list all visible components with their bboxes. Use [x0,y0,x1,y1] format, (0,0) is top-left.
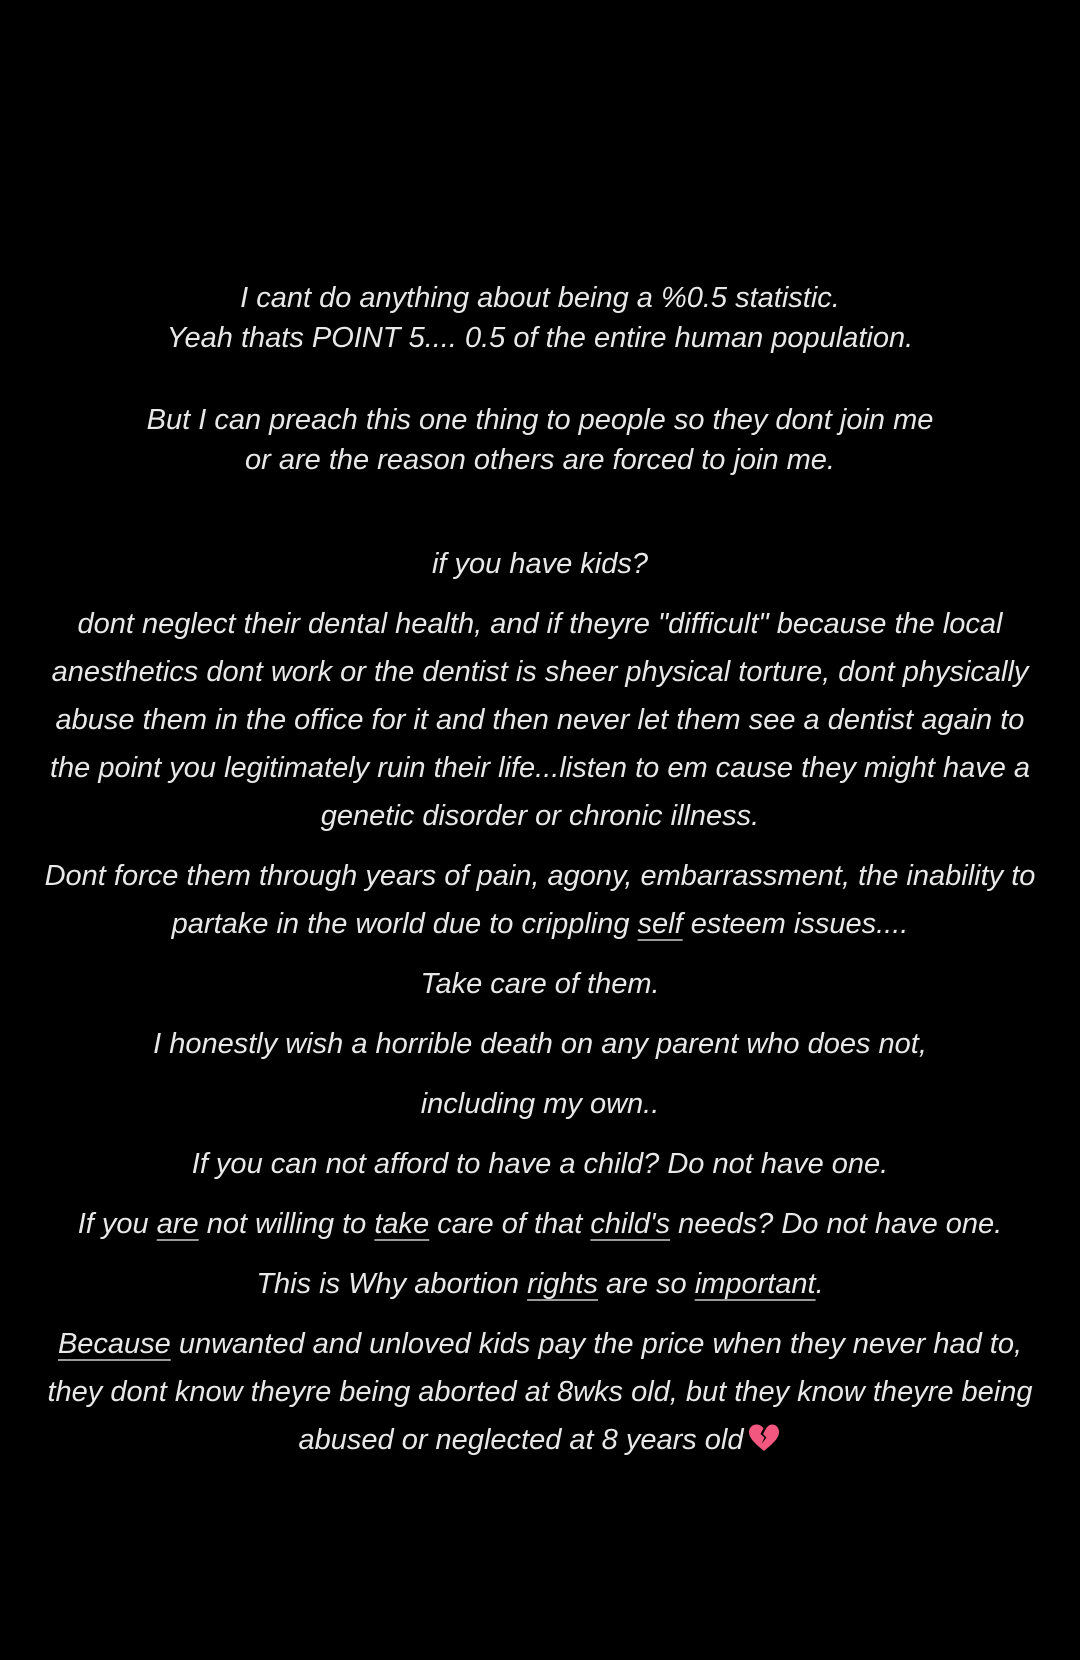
underlined-word-self: self [637,908,683,940]
paragraph-rights-text-3: . [815,1268,824,1300]
paragraph-rights-text-2: are so [598,1268,695,1300]
intro-statistic [0,278,1080,358]
paragraph-pain-text-end: esteem issues.... [682,908,909,940]
broken-heart-icon [747,1423,781,1453]
intro-line-4: or are the reason others are forced to join me. [245,444,835,476]
paragraph-pain-text: Dont force them through years of pain, agony, embarrassment, the inability to partake in the world due to crippling [44,860,1036,940]
paragraph-wish: I honestly wish a horrible death on any parent who does not, [153,1028,927,1060]
paragraph-take-care: Take care of them. [420,968,660,1000]
paragraph-willing [40,1200,1040,1248]
paragraph-willing-text-4: needs? Do not have one. [670,1208,1003,1240]
paragraph-willing-text-3: care of that [429,1208,591,1240]
underlined-word-important: important [694,1268,816,1300]
paragraph-afford: If you can not afford to have a child? Do not have one. [191,1148,889,1180]
paragraph-because-text: unwanted and unloved kids pay the price when they never had to, they dont know theyre being aborted at 8wks old, but they know theyre being abused or neglected at 8 years old [47,1328,1033,1456]
intro-line-3: But I can preach this one thing to people so they dont join me [146,404,934,436]
paragraph-pain [40,852,1040,948]
underlined-word-childs: child's [590,1208,671,1240]
paragraph-because [40,1320,1040,1464]
paragraph-dental-health: dont neglect their dental health, and if theyre "difficult" because the local anesthetics dont work or the dentist is sheer physical torture, dont physically abuse them in the office for it and then never let them see a dentist again to the point you legitimately ruin their life...listen to em cause they might have a genetic disorder or chronic illness. [49,608,1031,832]
message-body [40,540,1040,1476]
paragraph-willing-text-1: If you [77,1208,157,1240]
paragraph-abortion-rights [40,1260,1040,1308]
underlined-word-because: Because [57,1328,171,1360]
intro-line-2: Yeah thats POINT 5.... 0.5 of the entire human population. [166,322,914,354]
paragraph-own-parents: including my own.. [420,1088,660,1120]
underlined-word-rights: rights [527,1268,598,1300]
paragraph-willing-text-2: not willing to [198,1208,375,1240]
paragraph-rights-text-1: This is Why abortion [256,1268,528,1300]
intro-line-1: I cant do anything about being a %0.5 statistic. [240,282,840,314]
underlined-word-are: are [156,1208,199,1240]
underlined-word-take: take [374,1208,430,1240]
paragraph-question: if you have kids? [431,548,648,580]
intro-preach [0,400,1080,480]
